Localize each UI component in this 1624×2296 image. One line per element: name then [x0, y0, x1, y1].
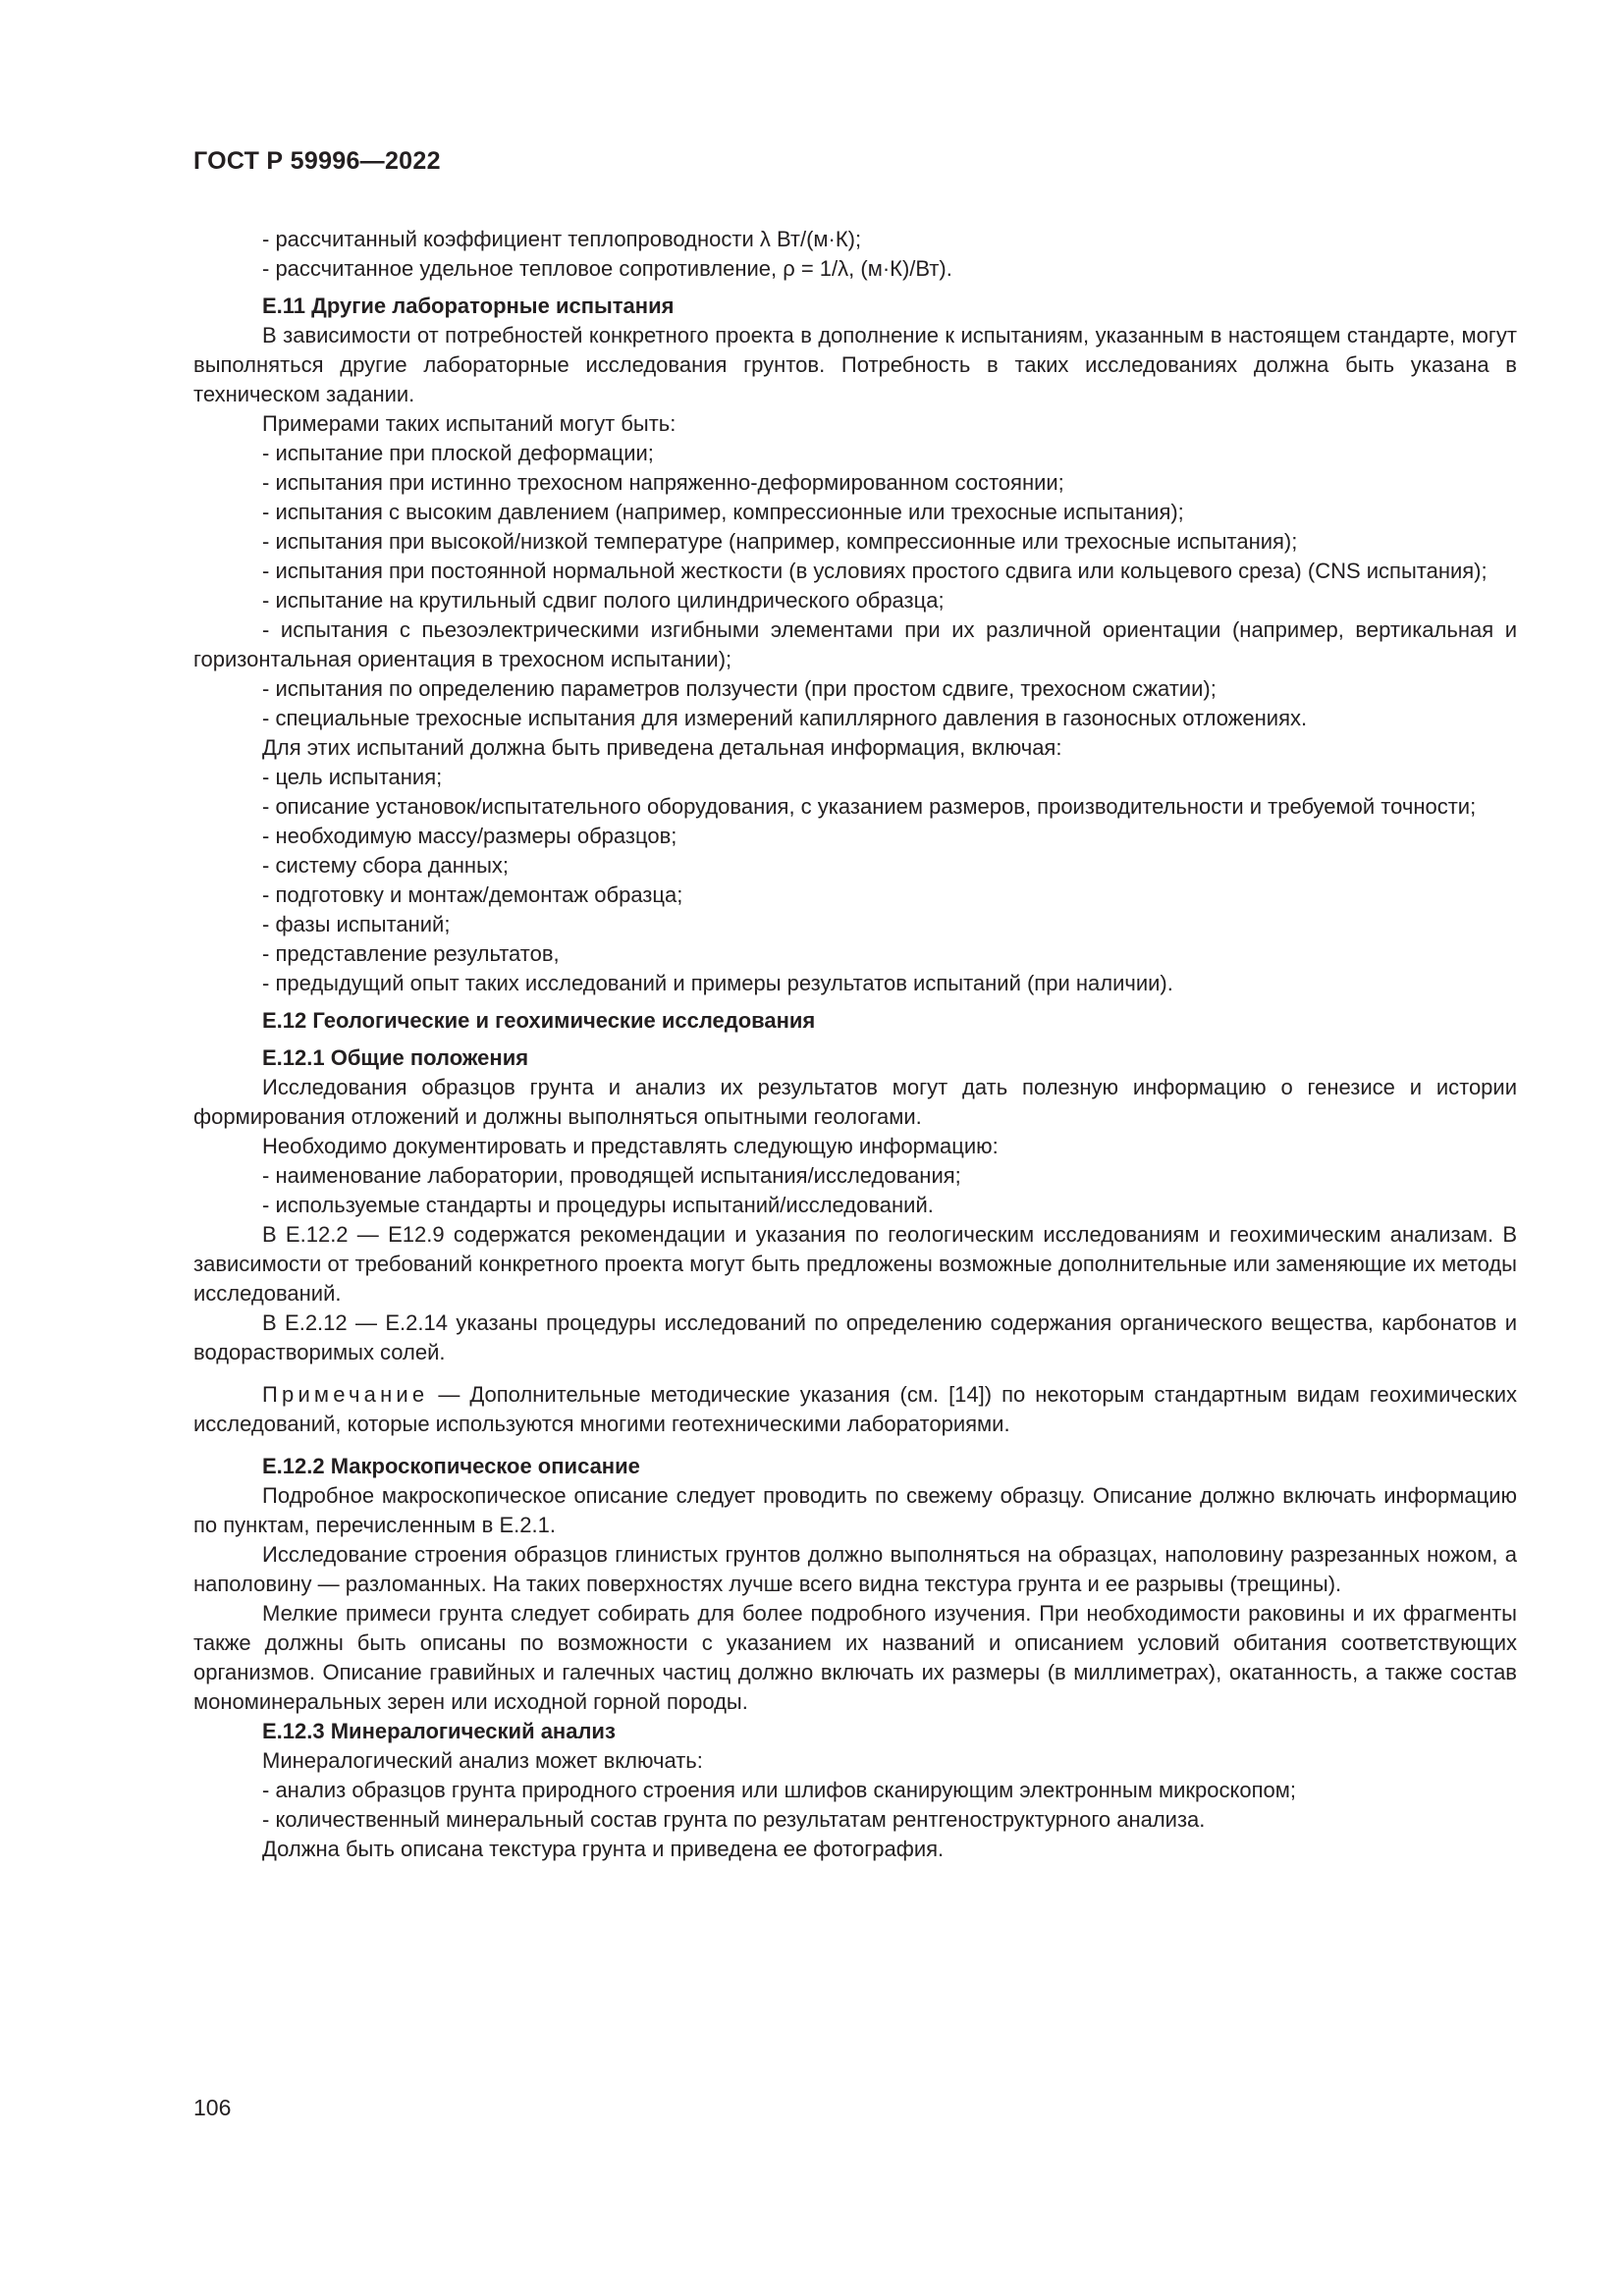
section-heading-e123: Е.12.3 Минералогический анализ: [262, 1719, 616, 1743]
paragraph: В зависимости от потребностей конкретного проекта в дополнение к испытаниям, указанным в настоящем стандарте, могут выполняться другие лабораторные исследования грунтов. Потребность в таких исследованиях должна быть указана в техническом задании.: [193, 323, 1517, 406]
list-item: - рассчитанный коэффициент теплопроводности λ Вт/(м·К);: [262, 227, 862, 251]
paragraph: Минералогический анализ может включать:: [262, 1748, 703, 1773]
paragraph: Должна быть описана текстура грунта и приведена ее фотография.: [262, 1837, 945, 1861]
paragraph: Примерами таких испытаний могут быть:: [262, 411, 677, 436]
list-item: - необходимую массу/размеры образцов;: [262, 824, 677, 848]
list-item: - наименование лаборатории, проводящей испытания/исследования;: [262, 1163, 961, 1188]
paragraph: Подробное макроскопическое описание следует проводить по свежему образцу. Описание должно включать информацию по пунктам, перечисленным в Е.2.1.: [193, 1483, 1517, 1537]
section-heading-e12: Е.12 Геологические и геохимические исследования: [262, 1008, 816, 1033]
list-item: - описание установок/испытательного оборудования, с указанием размеров, производительности и требуемой точности;: [262, 794, 1477, 819]
list-item: - цель испытания;: [262, 765, 443, 789]
list-item: - подготовку и монтаж/демонтаж образца;: [262, 882, 683, 907]
list-item: - испытания при высокой/низкой температуре (например, компрессионные или трехосные испытания);: [262, 529, 1298, 554]
list-item: - рассчитанное удельное тепловое сопротивление, ρ = 1/λ, (м·К)/Вт).: [262, 256, 952, 281]
list-item: - представление результатов,: [262, 941, 560, 966]
list-item: - испытания с пьезоэлектрическими изгибными элементами при их различной ориентации (например, вертикальная и горизонтальная ориентация в трехосном испытании);: [193, 617, 1517, 671]
list-item: - испытание на крутильный сдвиг полого цилиндрического образца;: [262, 588, 945, 613]
list-item: - используемые стандарты и процедуры испытаний/исследований.: [262, 1193, 934, 1217]
list-item: - количественный минеральный состав грунта по результатам рентгеноструктурного анализа.: [262, 1807, 1206, 1832]
list-item: - испытания по определению параметров ползучести (при простом сдвиге, трехосном сжатии);: [262, 676, 1217, 701]
list-item: - анализ образцов грунта природного строения или шлифов сканирующим электронным микроскопом;: [262, 1778, 1296, 1802]
section-heading-e121: Е.12.1 Общие положения: [262, 1045, 529, 1070]
list-item: - предыдущий опыт таких исследований и примеры результатов испытаний (при наличии).: [262, 971, 1173, 995]
note-text: — Дополнительные методические указания (см. [14]) по некоторым стандартным видам геохимических исследований, которые используются многими геотехническими лабораториями.: [193, 1382, 1517, 1436]
list-item: - испытания при истинно трехосном напряженно-деформированном состоянии;: [262, 470, 1064, 495]
paragraph: Мелкие примеси грунта следует собирать для более подробного изучения. При необходимости раковины и их фрагменты также должны быть описаны по возможности с указанием их названий и описанием условий обитания соответствующих организмов. Описание гравийных и галечных частиц должно включать их размеры (в миллиметрах), окатанность, а также состав мономинеральных зерен или исходной горной породы.: [193, 1601, 1517, 1714]
note-label: Примечание: [262, 1382, 429, 1407]
list-item: - систему сбора данных;: [262, 853, 509, 878]
document-body: [193, 225, 1517, 1864]
paragraph: Необходимо документировать и представлять следующую информацию:: [262, 1134, 999, 1158]
list-item: - испытания при постоянной нормальной жесткости (в условиях простого сдвига или кольцевого среза) (CNS испытания);: [262, 559, 1488, 583]
paragraph: Исследование строения образцов глинистых грунтов должно выполняться на образцах, наполовину разрезанных ножом, а наполовину — разломанных. На таких поверхностях лучше всего видна текстура грунта и ее разрывы (трещины).: [193, 1542, 1517, 1596]
paragraph: В Е.2.12 — Е.2.14 указаны процедуры исследований по определению содержания органического вещества, карбонатов и водорастворимых солей.: [193, 1310, 1517, 1364]
section-heading-e122: Е.12.2 Макроскопическое описание: [262, 1454, 640, 1478]
paragraph: В Е.12.2 — Е12.9 содержатся рекомендации и указания по геологическим исследованиям и геохимическим анализам. В зависимости от требований конкретного проекта могут быть предложены возможные дополнительные или заменяющие их методы исследований.: [193, 1222, 1517, 1306]
note: [193, 1380, 1517, 1439]
page-number: 106: [193, 2095, 232, 2120]
list-item: - специальные трехосные испытания для измерений капиллярного давления в газоносных отложениях.: [262, 706, 1308, 730]
section-heading-e11: Е.11 Другие лабораторные испытания: [262, 294, 675, 318]
list-item: - фазы испытаний;: [262, 912, 451, 936]
list-item: - испытание при плоской деформации;: [262, 441, 654, 465]
paragraph: Исследования образцов грунта и анализ их результатов могут дать полезную информацию о генезисе и истории формирования отложений и должны выполняться опытными геологами.: [193, 1075, 1517, 1129]
document-header: ГОСТ Р 59996—2022: [193, 147, 441, 175]
list-item: - испытания с высоким давлением (например, компрессионные или трехосные испытания);: [262, 500, 1184, 524]
paragraph: Для этих испытаний должна быть приведена детальная информация, включая:: [262, 735, 1062, 760]
